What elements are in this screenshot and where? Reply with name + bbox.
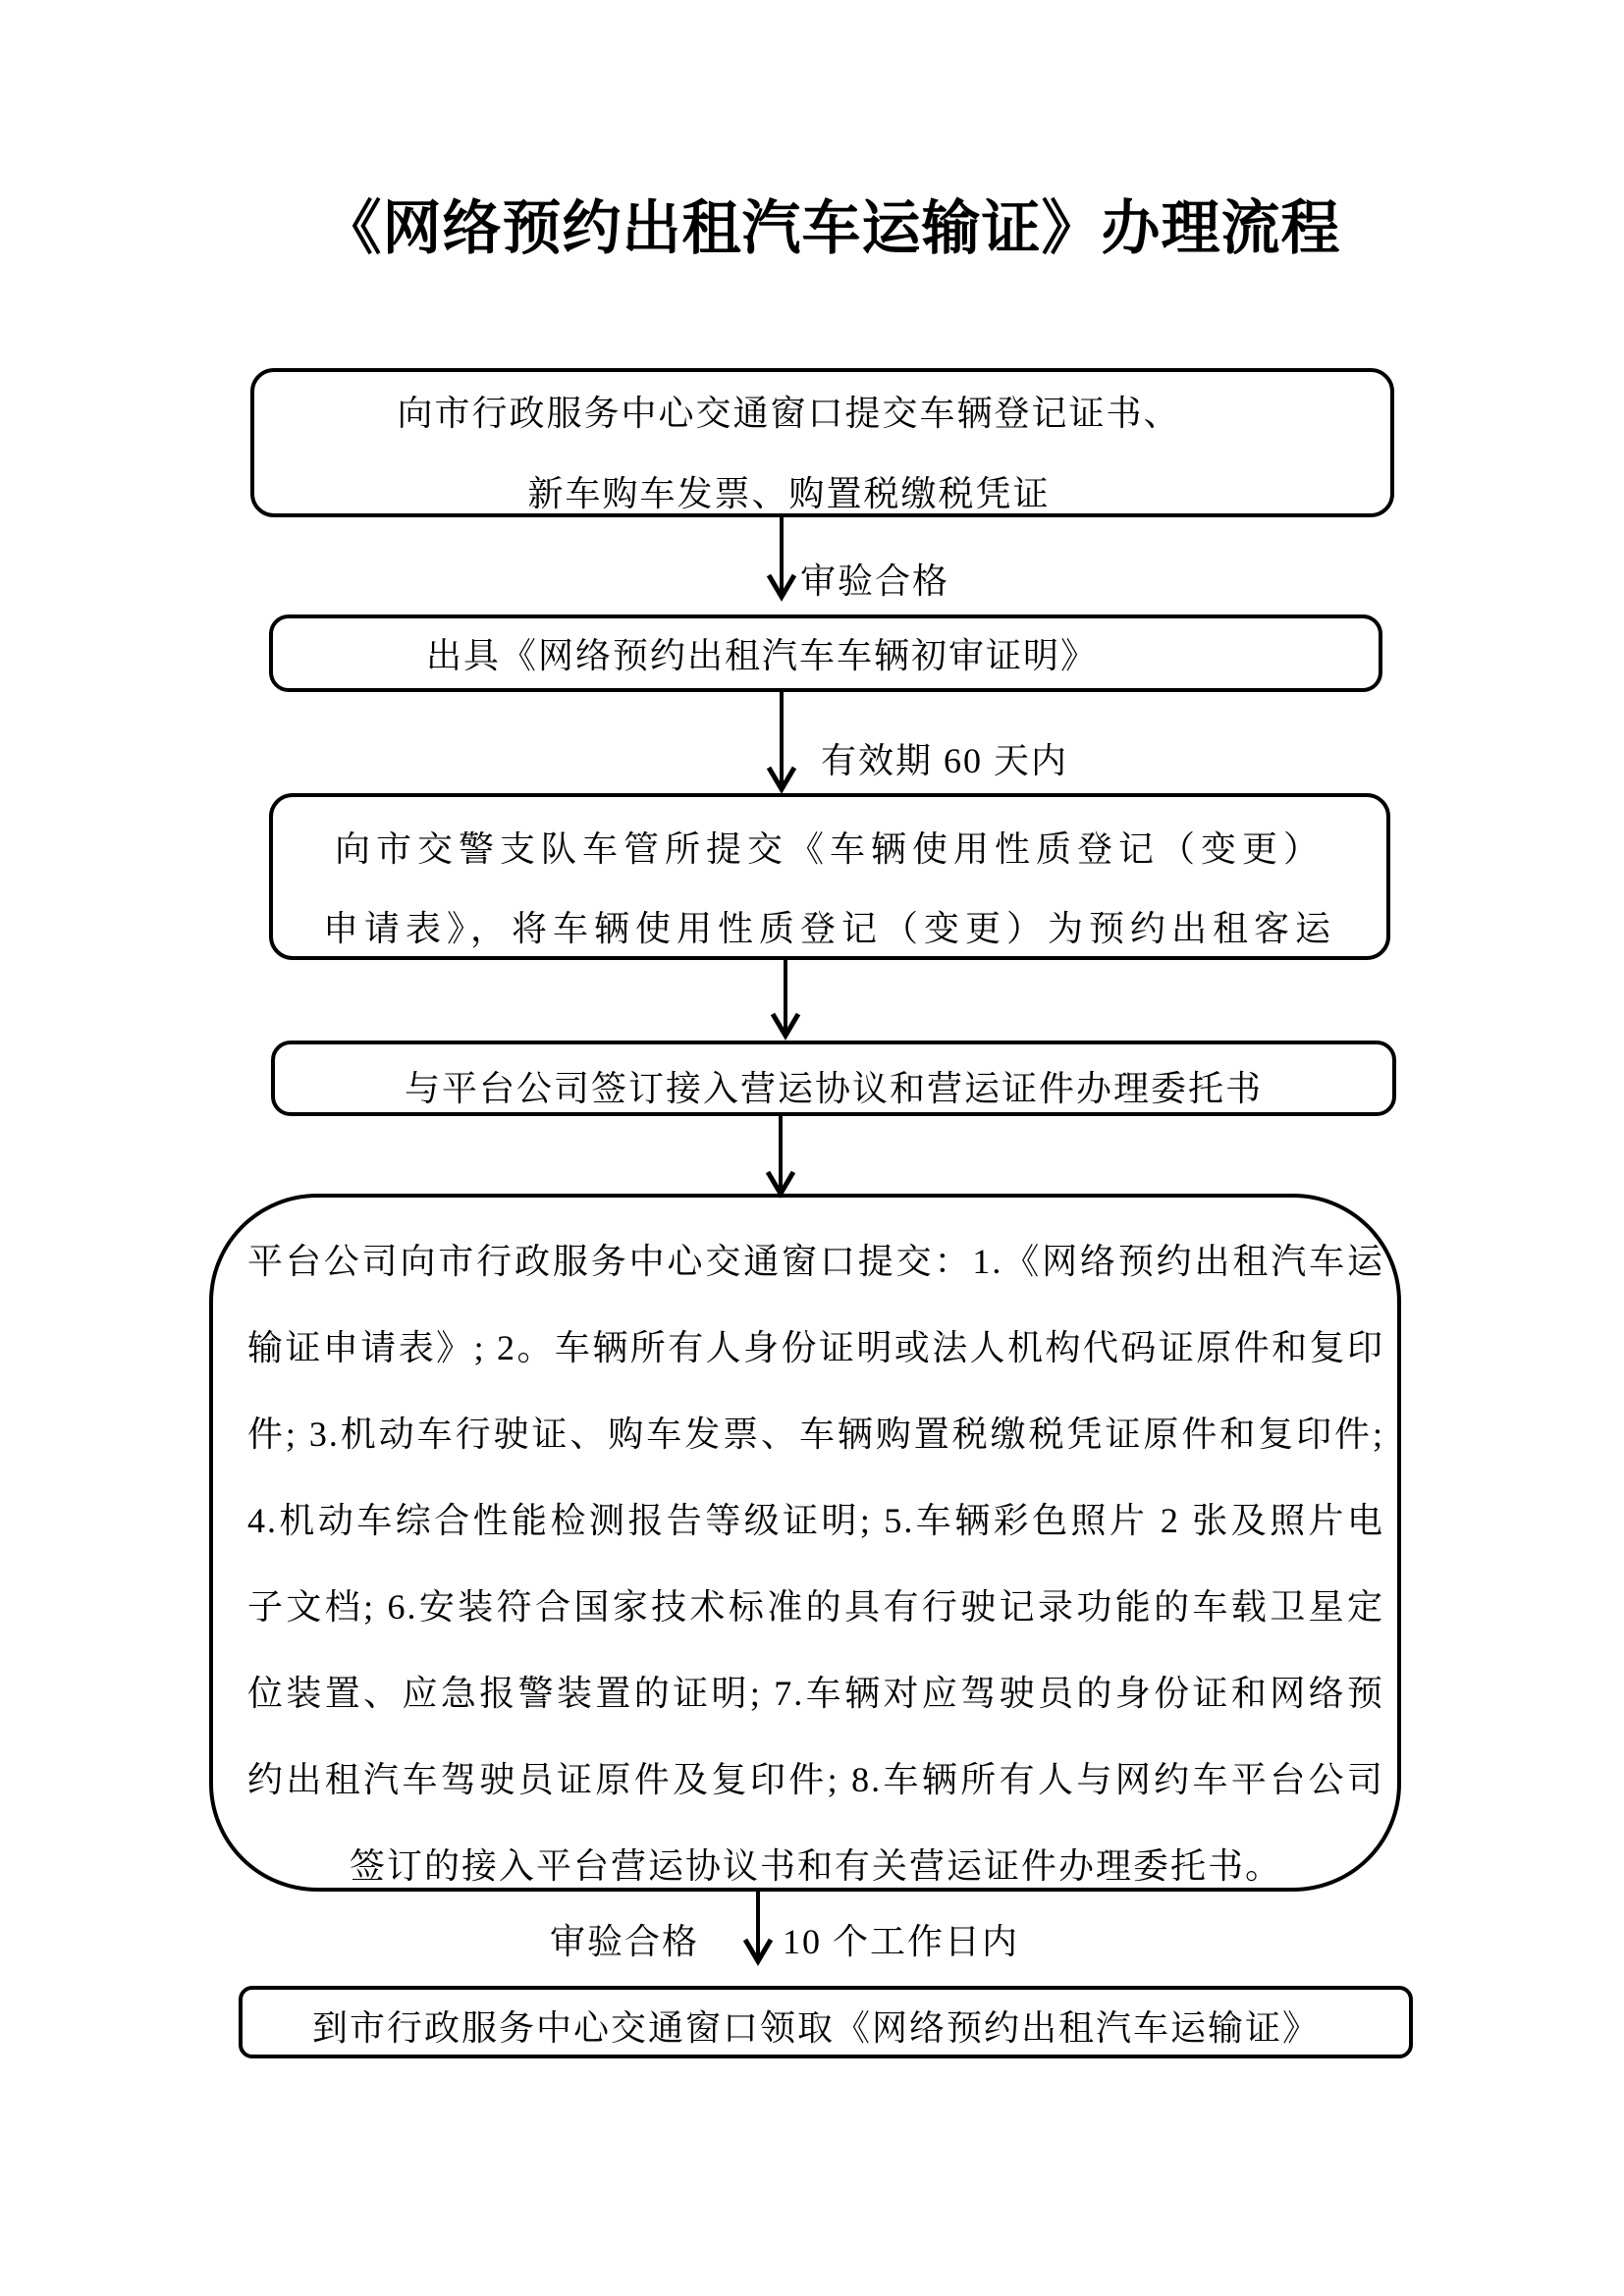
flow-step-5-text-line-7: 约出租汽车驾驶员证原件及复印件; 8.车辆所有人与网约车平台公司 — [247, 1760, 1384, 1799]
flow-step-5-text-line-6: 位装置、应急报警装置的证明; 7.车辆对应驾驶员的身份证和网络预 — [247, 1674, 1384, 1713]
arrow-5-right-label: 10 个工作日内 — [783, 1922, 1020, 1961]
flow-step-1-text-line-2: 新车购车发票、购置税缴税凭证 — [527, 474, 1051, 513]
arrow-2-label: 有效期 60 天内 — [821, 741, 1069, 780]
flow-step-5-text-line-2: 输证申请表》; 2。车辆所有人身份证明或法人机构代码证原件和复印 — [247, 1328, 1384, 1367]
flow-step-5-text-line-5: 子文档; 6.安装符合国家技术标准的具有行驶记录功能的车载卫星定 — [247, 1587, 1384, 1627]
flow-arrow-3 — [773, 960, 798, 1036]
flow-step-5-text-line-8: 签订的接入平台营运协议书和有关营运证件办理委托书。 — [349, 1846, 1282, 1886]
flow-arrow-1 — [769, 517, 794, 597]
flow-arrow-4 — [768, 1116, 793, 1194]
flow-step-1-text-line-1: 向市行政服务中心交通窗口提交车辆登记证书、 — [397, 394, 1181, 433]
flow-step-3-text-line-2: 申请表》，将车辆使用性质登记（变更）为预约出租客运 — [322, 909, 1336, 948]
page-title: 《网络预约出租汽车运输证》办理流程 — [322, 196, 1341, 261]
flow-step-4-text-line-1: 与平台公司签订接入营运协议和营运证件办理委托书 — [404, 1069, 1263, 1108]
flow-step-2-box — [269, 614, 1382, 692]
flow-step-3-box — [269, 793, 1390, 960]
flow-step-5-box — [209, 1194, 1401, 1892]
arrow-1-label: 审验合格 — [800, 561, 950, 601]
flow-step-1-box — [250, 368, 1394, 517]
flow-step-4-box — [271, 1041, 1396, 1116]
flow-step-6-text-line-1: 到市行政服务中心交通窗口领取《网络预约出租汽车运输证》 — [311, 2008, 1320, 2048]
flow-step-5-text-line-3: 件; 3.机动车行驶证、购车发票、车辆购置税缴税凭证原件和复印件; — [247, 1415, 1384, 1454]
flow-step-3-text-line-1: 向市交警支队车管所提交《车辆使用性质登记（变更） — [334, 829, 1325, 869]
flow-step-2-text-line-1: 出具《网络预约出租汽车车辆初审证明》 — [425, 636, 1098, 675]
flow-step-6-box — [239, 1986, 1413, 2058]
flow-arrow-2 — [769, 692, 794, 789]
flow-step-5-text-line-1: 平台公司向市行政服务中心交通窗口提交：1.《网络预约出租汽车运 — [247, 1242, 1384, 1281]
arrow-5-left-label: 审验合格 — [550, 1922, 700, 1961]
flow-step-5-text-line-4: 4.机动车综合性能检测报告等级证明; 5.车辆彩色照片 2 张及照片电 — [247, 1501, 1384, 1540]
